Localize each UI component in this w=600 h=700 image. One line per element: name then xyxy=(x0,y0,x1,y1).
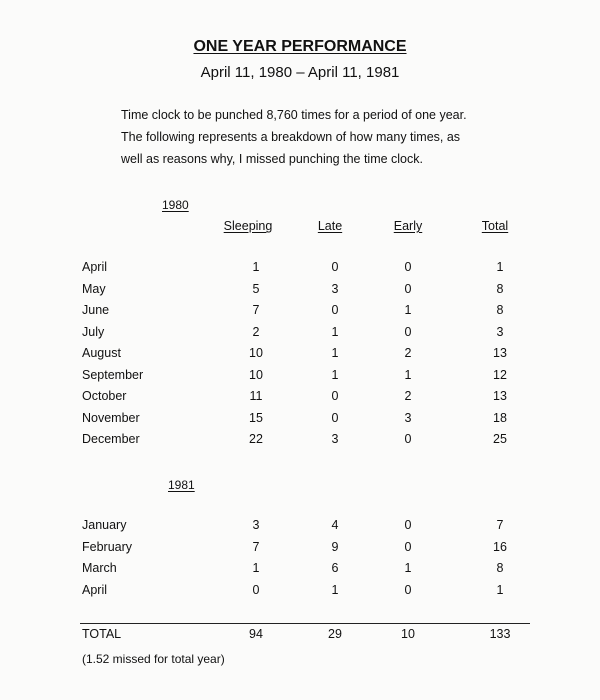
late-cell: 0 xyxy=(331,410,339,425)
total-cell: 3 xyxy=(496,324,504,339)
late-cell: 3 xyxy=(331,281,339,296)
month-cell: October xyxy=(82,389,127,403)
late-cell: 4 xyxy=(331,518,339,532)
late-cell: 1 xyxy=(331,367,339,382)
totals-label: TOTAL xyxy=(82,627,122,641)
total-cell: 12 xyxy=(493,367,507,382)
month-cell: January xyxy=(82,518,127,532)
table-row xyxy=(0,325,600,345)
early-cell: 0 xyxy=(404,432,412,446)
early-cell: 1 xyxy=(404,303,412,317)
table-row xyxy=(0,389,600,409)
total-cell: 1 xyxy=(496,260,504,274)
sleeping-cell: 10 xyxy=(249,346,263,360)
total-total: 133 xyxy=(489,627,511,641)
early-cell: 0 xyxy=(404,324,412,339)
total-cell: 13 xyxy=(493,389,507,403)
total-late: 29 xyxy=(328,627,342,641)
total-cell: 25 xyxy=(493,432,507,446)
table-row xyxy=(0,540,600,560)
sleeping-cell: 3 xyxy=(252,518,260,532)
sleeping-cell: 5 xyxy=(252,281,260,296)
early-cell: 0 xyxy=(404,281,412,296)
late-cell: 0 xyxy=(331,389,339,403)
early-cell: 0 xyxy=(404,539,412,554)
column-header-early: Early xyxy=(393,219,423,233)
table-row xyxy=(0,303,600,323)
late-cell: 3 xyxy=(331,432,339,446)
table-row xyxy=(0,368,600,388)
table-row xyxy=(0,346,600,366)
total-divider xyxy=(80,623,530,624)
month-cell: June xyxy=(82,303,110,317)
table-row xyxy=(0,411,600,431)
early-cell: 0 xyxy=(404,582,412,597)
late-cell: 0 xyxy=(331,303,339,317)
table-row xyxy=(0,518,600,538)
totals-row xyxy=(0,627,600,647)
summary-note: (1.52 missed for total year) xyxy=(82,652,225,666)
month-cell: April xyxy=(82,582,108,597)
total-cell: 8 xyxy=(496,281,504,296)
total-cell: 13 xyxy=(493,346,507,360)
sleeping-cell: 11 xyxy=(249,389,263,403)
sleeping-cell: 2 xyxy=(252,324,260,339)
month-cell: March xyxy=(82,561,117,575)
month-cell: November xyxy=(82,410,140,425)
year-heading-1981: 1981 xyxy=(168,478,195,492)
month-cell: April xyxy=(82,260,108,274)
column-header-total: Total xyxy=(481,219,509,233)
late-cell: 0 xyxy=(331,260,339,274)
month-cell: September xyxy=(82,367,144,382)
total-cell: 8 xyxy=(496,561,504,575)
sleeping-cell: 15 xyxy=(249,410,263,425)
month-cell: May xyxy=(82,281,106,296)
month-cell: July xyxy=(82,324,105,339)
sleeping-cell: 22 xyxy=(249,432,263,446)
early-cell: 0 xyxy=(404,260,412,274)
table-row xyxy=(0,561,600,581)
early-cell: 3 xyxy=(404,410,412,425)
intro-line: well as reasons why, I missed punching the time clock. xyxy=(121,152,423,166)
total-early: 10 xyxy=(401,627,415,641)
total-cell: 1 xyxy=(496,582,504,597)
table-row xyxy=(0,583,600,603)
early-cell: 2 xyxy=(404,346,412,360)
total-sleeping: 94 xyxy=(249,627,263,641)
sleeping-cell: 10 xyxy=(249,367,263,382)
early-cell: 0 xyxy=(404,518,412,532)
late-cell: 9 xyxy=(331,539,339,554)
title-text: ONE YEAR PERFORMANCE xyxy=(193,38,407,55)
year-heading-1980: 1980 xyxy=(162,198,189,212)
late-cell: 1 xyxy=(331,346,339,360)
sleeping-cell: 0 xyxy=(252,582,260,597)
early-cell: 2 xyxy=(404,389,412,403)
month-cell: February xyxy=(82,539,133,554)
early-cell: 1 xyxy=(404,561,412,575)
total-cell: 8 xyxy=(496,303,504,317)
sleeping-cell: 1 xyxy=(252,260,260,274)
table-row xyxy=(0,432,600,452)
intro-line: Time clock to be punched 8,760 times for a period of one year. xyxy=(121,108,467,122)
sleeping-cell: 7 xyxy=(252,539,260,554)
early-cell: 1 xyxy=(404,367,412,382)
total-cell: 16 xyxy=(493,539,507,554)
late-cell: 1 xyxy=(331,582,339,597)
month-cell: December xyxy=(82,432,140,446)
table-row xyxy=(0,260,600,280)
intro-line: The following represents a breakdown of how many times, as xyxy=(121,130,461,144)
date-range: April 11, 1980 – April 11, 1981 xyxy=(200,64,400,81)
total-cell: 18 xyxy=(493,410,507,425)
column-header-sleeping: Sleeping xyxy=(223,219,273,233)
intro-paragraph xyxy=(121,104,467,170)
total-cell: 7 xyxy=(496,518,504,532)
column-header-late: Late xyxy=(317,219,343,233)
sleeping-cell: 7 xyxy=(252,303,260,317)
late-cell: 1 xyxy=(331,324,339,339)
sleeping-cell: 1 xyxy=(252,561,260,575)
month-cell: August xyxy=(82,346,121,360)
document-title xyxy=(0,38,600,56)
table-row xyxy=(0,282,600,302)
late-cell: 6 xyxy=(331,561,339,575)
